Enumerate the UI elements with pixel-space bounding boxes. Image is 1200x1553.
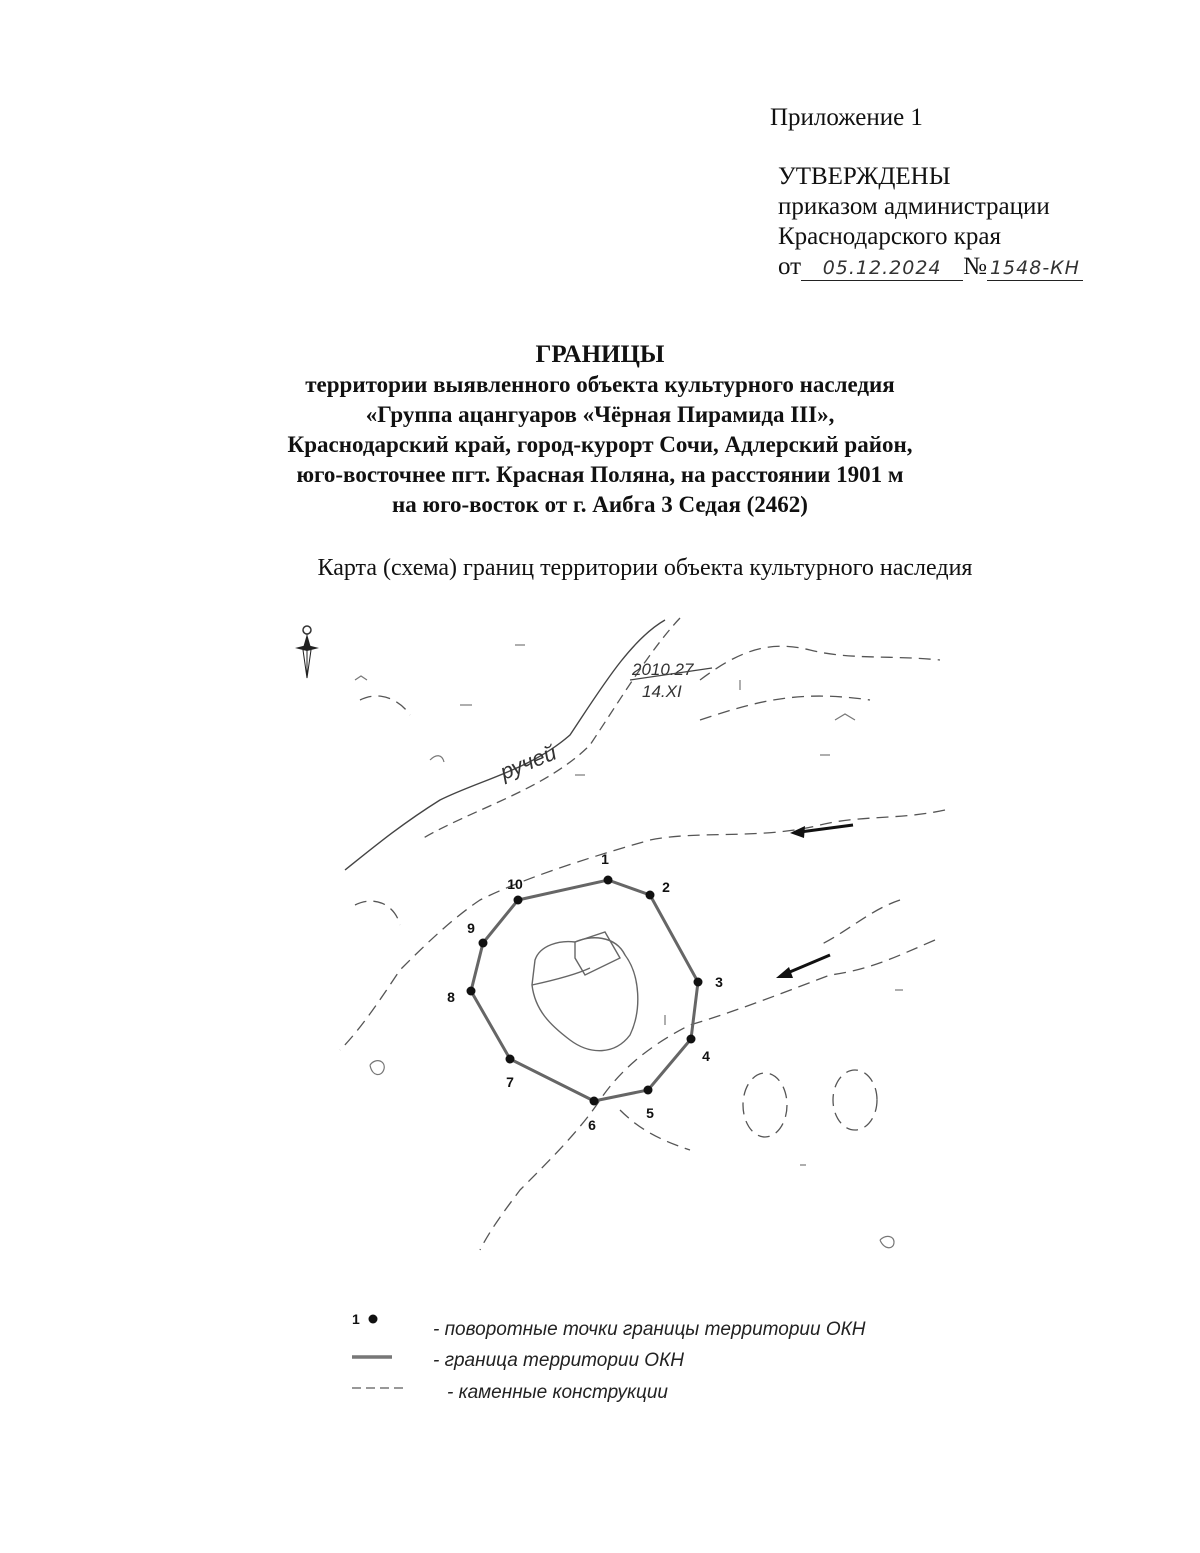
map-subtitle: Карта (схема) границ территории объекта культурного наследия [317, 555, 973, 581]
title-line-4: юго-восточнее пгт. Красная Поляна, на расстоянии 1901 м [296, 462, 904, 487]
title-line-3: Краснодарский край, город-курорт Сочи, Адлерский район, [287, 432, 913, 457]
handwritten-date: 05.12.2024 [822, 257, 942, 279]
boundary-point-9 [479, 939, 488, 948]
boundary-points [447, 851, 723, 1133]
stone-structures [340, 646, 945, 1250]
legend-point-symbol [369, 1315, 378, 1324]
boundary-point-8 [467, 987, 476, 996]
boundary-point-label-5: 5 [646, 1105, 654, 1121]
legend-boundary-text: - граница территории ОКН [433, 1350, 685, 1371]
boundary-point-label-1: 1 [601, 851, 609, 867]
number-prefix: № [963, 253, 987, 280]
approved-heading: УТВЕРЖДЕНЫ [778, 163, 951, 190]
map-legend [352, 1311, 866, 1403]
boundary-point-label-6: 6 [588, 1117, 596, 1133]
object-outline [532, 932, 638, 1051]
legend-points-text: - поворотные точки границы территории ОКН [433, 1319, 866, 1340]
title-line-5: на юго-восток от г. Аибга 3 Седая (2462) [392, 492, 808, 517]
from-prefix: от [778, 253, 802, 280]
terrain-marks [355, 645, 903, 1248]
boundary-point-label-7: 7 [506, 1074, 514, 1090]
boundary-point-label-9: 9 [467, 920, 475, 936]
title-main: ГРАНИЦЫ [535, 341, 665, 368]
title-line-1: территории выявленного объекта культурного наследия [305, 372, 895, 397]
elevation-date: 14.XI [642, 682, 682, 701]
boundary-point-label-4: 4 [702, 1048, 710, 1064]
elevation-value: 2010.27 [632, 660, 694, 679]
boundary-point-10 [514, 896, 523, 905]
stream-line-dashed [420, 618, 680, 840]
direction-arrows [776, 825, 853, 978]
boundary-point-6 [590, 1097, 599, 1106]
stream-label: ручей [496, 739, 560, 785]
handwritten-number: 1548-КН [989, 257, 1080, 279]
boundary-point-7 [506, 1055, 515, 1064]
boundary-point-label-10: 10 [507, 876, 523, 892]
boundary-point-5 [644, 1086, 653, 1095]
boundary-point-2 [646, 891, 655, 900]
legend-stone-text: - каменные конструкции [447, 1382, 668, 1403]
stream-line [345, 620, 665, 870]
boundary-point-1 [604, 876, 613, 885]
boundary-point-label-3: 3 [715, 974, 723, 990]
boundary-point-3 [694, 978, 703, 987]
boundary-point-label-2: 2 [662, 879, 670, 895]
appendix-label: Приложение 1 [770, 104, 923, 131]
approved-by-order: приказом администрации [778, 193, 1050, 220]
okn-boundary-line [471, 880, 698, 1101]
boundary-point-4 [687, 1035, 696, 1044]
boundary-point-label-8: 8 [447, 989, 455, 1005]
title-line-2: «Группа ацангуаров «Чёрная Пирамида III», [365, 402, 835, 427]
legend-point-number: 1 [352, 1311, 360, 1327]
north-arrow-icon [295, 626, 319, 678]
approved-region: Краснодарского края [778, 223, 1001, 250]
